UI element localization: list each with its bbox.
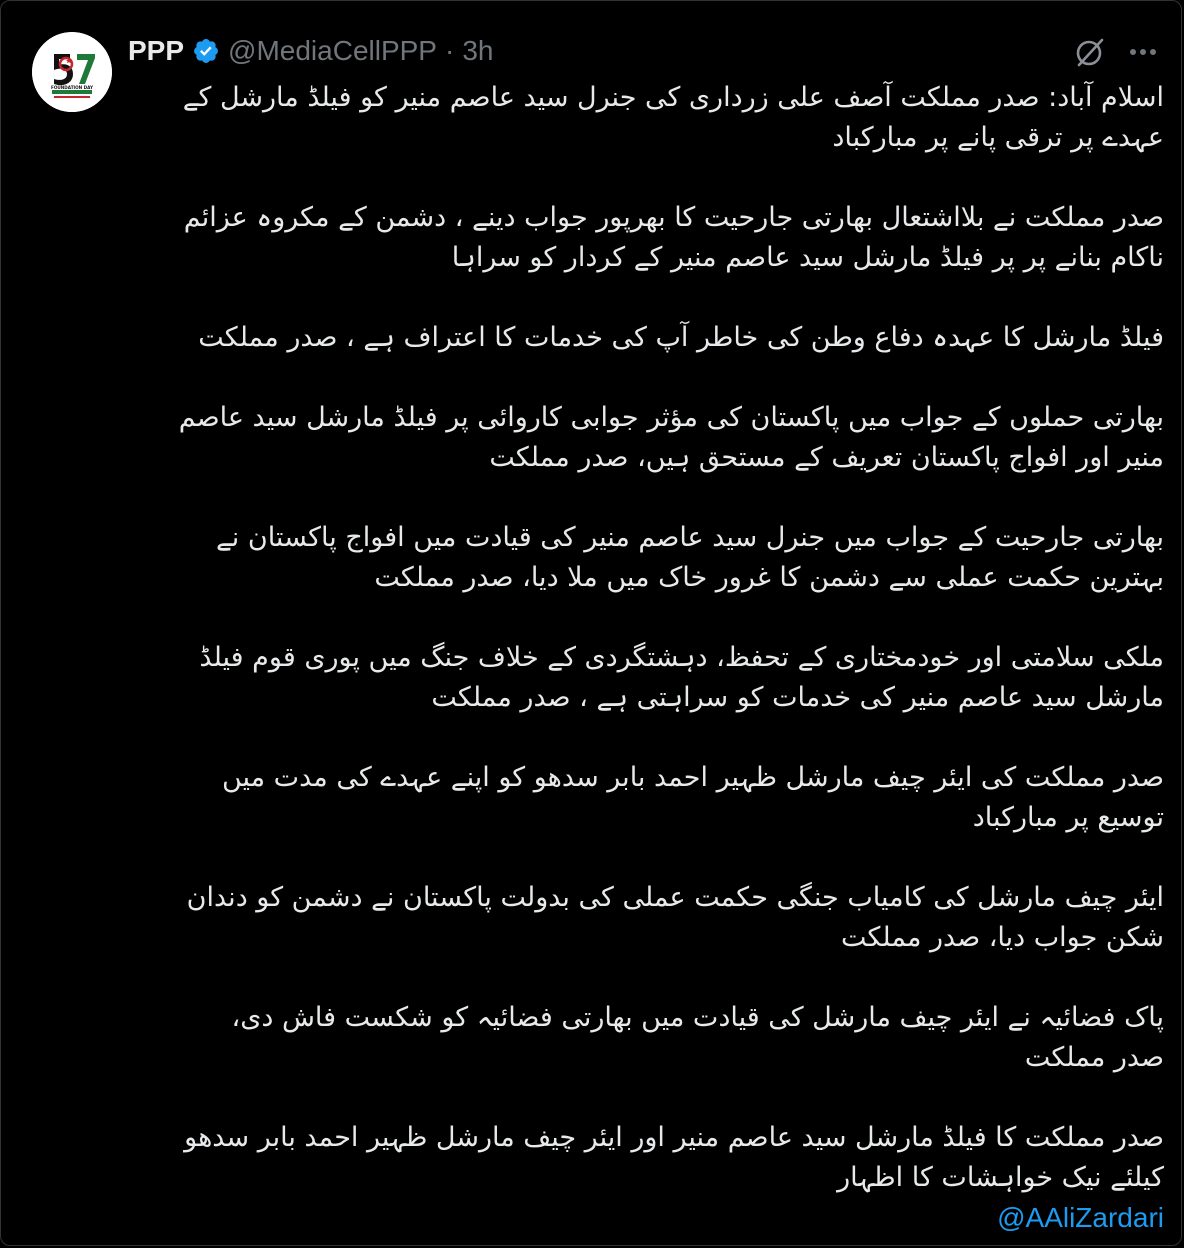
user-handle[interactable]: @MediaCellPPP bbox=[228, 35, 437, 66]
text-line: صدر مملکت کی ایئر چیف مارشل ظہیر احمد بابر سدھو کو اپنے عہدے کی مدت میں bbox=[221, 762, 1164, 793]
text-line: ناکام بنانے پر پر فیلڈ مارشل سید عاصم منیر کے کردار کو سراہا bbox=[451, 242, 1164, 273]
grok-icon[interactable] bbox=[1074, 36, 1106, 68]
more-options-icon[interactable] bbox=[1126, 38, 1160, 66]
tweet-paragraph bbox=[128, 198, 1164, 278]
tweet-paragraph bbox=[128, 78, 1164, 158]
mention-link[interactable]: @AAliZardari bbox=[997, 1202, 1164, 1233]
text-line: صدر مملکت کا فیلڈ مارشل سید عاصم منیر اور ایئر چیف مارشل ظہیر احمد بابر سدھو bbox=[184, 1122, 1164, 1153]
tweet-text bbox=[128, 78, 1164, 1238]
post-timestamp[interactable]: 3h bbox=[462, 35, 494, 66]
post-header bbox=[128, 34, 493, 68]
text-line: بھارتی جارحیت کے جواب میں جنرل سید عاصم منیر کی قیادت میں افواج پاکستان نے bbox=[215, 522, 1164, 553]
verified-badge-icon[interactable] bbox=[192, 37, 220, 65]
tweet-paragraph bbox=[128, 758, 1164, 838]
tweet-paragraph bbox=[128, 518, 1164, 598]
text-line: اسلام آباد: صدر مملکت آصف علی زرداری کی جنرل سید عاصم منیر کو فیلڈ مارشل کے bbox=[182, 82, 1164, 113]
text-line: صدر مملکت bbox=[1024, 1042, 1164, 1073]
meta-separator: · bbox=[444, 35, 455, 66]
svg-text:FOUNDATION DAY: FOUNDATION DAY bbox=[50, 85, 94, 90]
text-line: کیلئے نیک خواہشات کا اظہار bbox=[837, 1162, 1164, 1193]
display-name[interactable]: PPP bbox=[128, 35, 185, 66]
text-line: فیلڈ مارشل کا عہدہ دفاع وطن کی خاطر آپ کی خدمات کا اعتراف ہے ، صدر مملکت bbox=[198, 322, 1164, 353]
text-line: عہدے پر ترقی پانے پر مبارکباد bbox=[832, 122, 1164, 153]
text-line: پاک فضائیہ نے ایئر چیف مارشل کی قیادت میں بھارتی فضائیہ کو شکست فاش دی، bbox=[231, 1002, 1164, 1033]
text-line: بھارتی حملوں کے جواب میں پاکستان کی مؤثر جوابی کاروائی پر فیلڈ مارشل سید عاصم bbox=[178, 402, 1164, 433]
tweet-paragraph bbox=[128, 1118, 1164, 1198]
avatar[interactable] bbox=[32, 32, 112, 112]
text-line: ملکی سلامتی اور خودمختاری کے تحفظ، دہشتگردی کے خلاف جنگ میں پوری قوم فیلڈ bbox=[199, 642, 1164, 673]
ppp-logo-icon bbox=[32, 32, 112, 112]
text-line: مارشل سید عاصم منیر کی خدمات کو سراہتی ہے ، صدر مملکت bbox=[431, 682, 1164, 713]
tweet-paragraph bbox=[128, 398, 1164, 478]
tweet-paragraph bbox=[128, 998, 1164, 1078]
text-line: منیر اور افواج پاکستان تعریف کے مستحق ہیں، صدر مملکت bbox=[489, 442, 1164, 473]
text-line: ایئر چیف مارشل کی کامیاب جنگی حکمت عملی کی بدولت پاکستان نے دشمن کو دندان bbox=[186, 882, 1164, 913]
tweet-paragraph bbox=[128, 638, 1164, 718]
text-line: توسیع پر مبارکباد bbox=[972, 802, 1164, 833]
tweet-paragraph bbox=[128, 318, 1164, 358]
text-line: شکن جواب دیا، صدر مملکت bbox=[840, 922, 1164, 953]
tweet-paragraph bbox=[128, 878, 1164, 958]
text-line: صدر مملکت نے بلااشتعال بھارتی جارحیت کا بھرپور جواب دینے ، دشمن کے مکروہ عزائم bbox=[183, 202, 1164, 233]
text-line: بہترین حکمت عملی سے دشمن کا غرور خاک میں ملا دیا، صدر مملکت bbox=[374, 562, 1164, 593]
